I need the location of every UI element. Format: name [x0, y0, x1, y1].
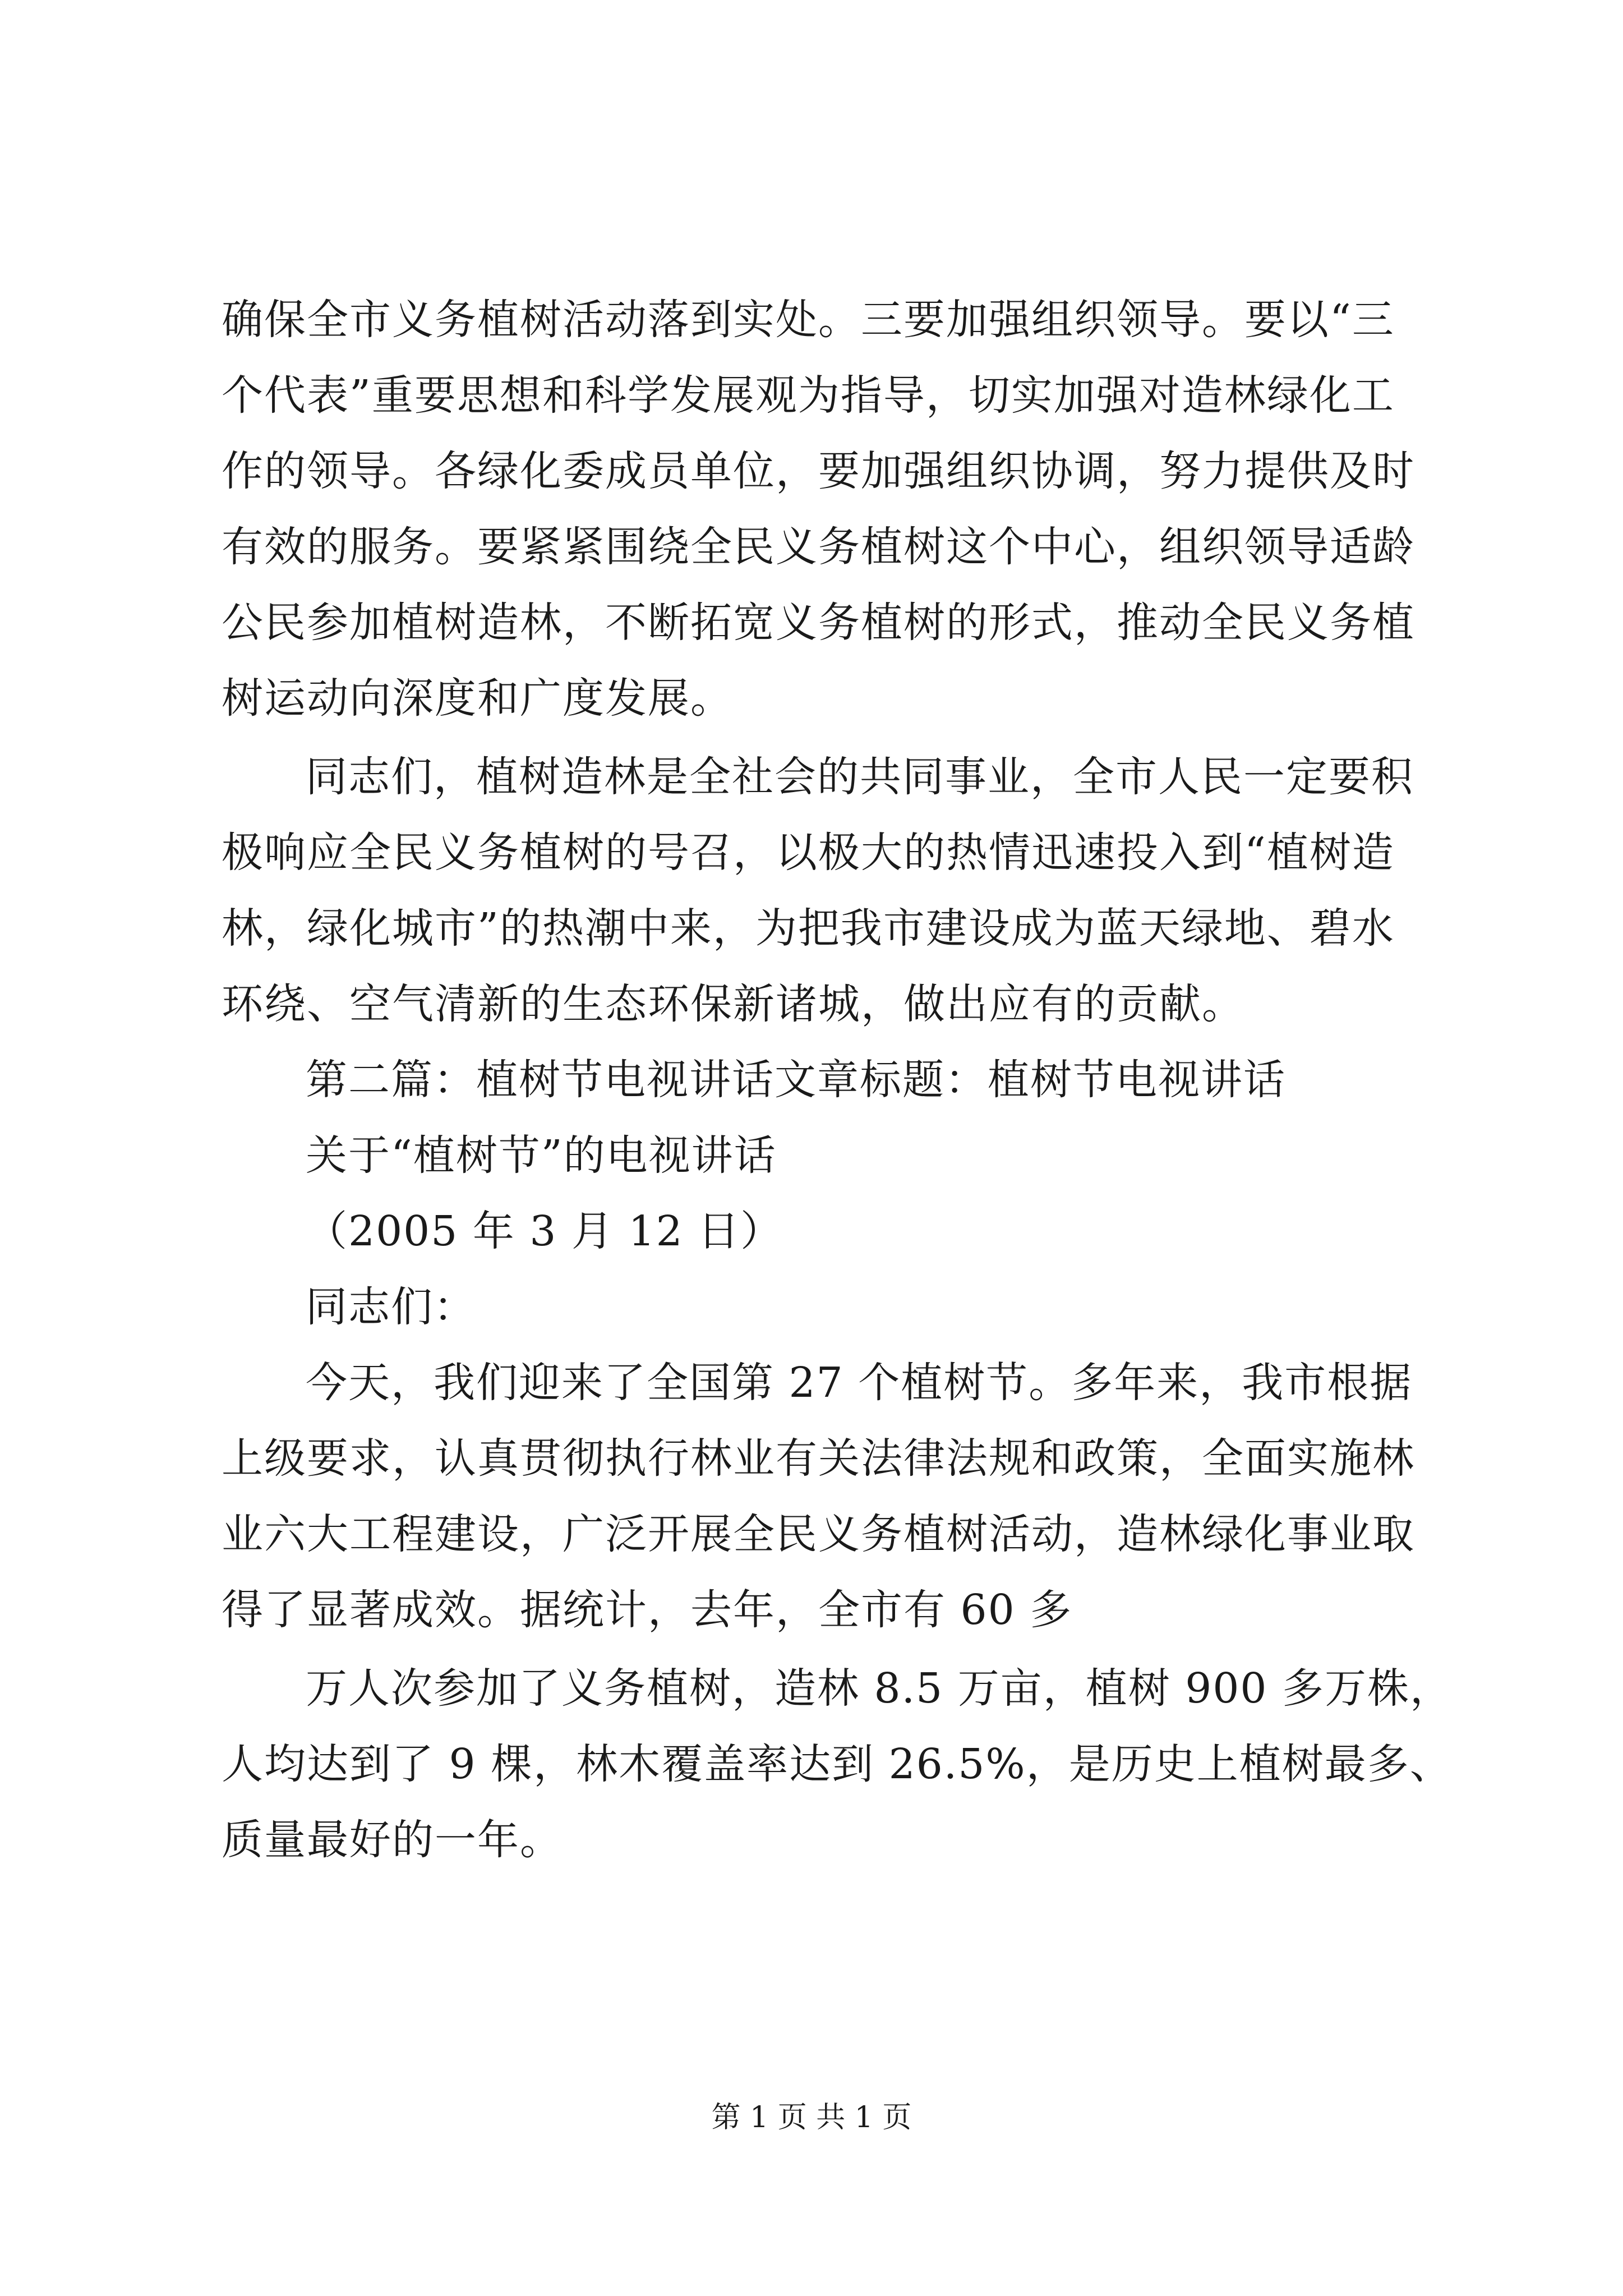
text-line-21: 质量最好的一年。: [222, 1816, 562, 1864]
text-line-19: 万人次参加了义务植树，造林 8.5 万亩，植树 900 多万株，: [306, 1664, 1453, 1713]
text-line-4: 有效的服务。要紧紧围绕全民义务植树这个中心，组织领导适龄: [222, 523, 1415, 571]
text-line-18: 得了显著成效。据统计，去年，全市有 60 多: [222, 1586, 1073, 1634]
text-line-15: 今天，我们迎来了全国第 27 个植树节。多年来，我市根据: [306, 1359, 1413, 1407]
text-line-9: 林，绿化城市”的热潮中来，为把我市建设成为蓝天绿地、碧水: [222, 904, 1395, 953]
salutation: 同志们：: [306, 1283, 476, 1331]
text-line-5: 公民参加植树造林，不断拓宽义务植树的形式，推动全民义务植: [222, 599, 1415, 647]
page-footer: 第 1 页 共 1 页: [711, 2101, 912, 2134]
section-heading: 第二篇：植树节电视讲话文章标题：植树节电视讲话: [306, 1056, 1286, 1104]
text-line-1: 确保全市义务植树活动落到实处。三要加强组织领导。要以“三: [222, 296, 1395, 344]
text-line-2: 个代表”重要思想和科学发展观为指导，切实加强对造林绿化工: [222, 371, 1395, 420]
text-line-3: 作的领导。各绿化委成员单位，要加强组织协调，努力提供及时: [222, 447, 1415, 495]
text-line-7: 同志们，植树造林是全社会的共同事业，全市人民一定要积: [306, 753, 1414, 801]
text-line-16: 上级要求，认真贯彻执行林业有关法律法规和政策，全面实施林: [222, 1434, 1415, 1483]
text-line-20: 人均达到了 9 棵，林木覆盖率达到 26.5%，是历史上植树最多、: [222, 1740, 1453, 1788]
speech-date: （2005 年 3 月 12 日）: [306, 1207, 783, 1255]
text-line-6: 树运动向深度和广度发展。: [222, 674, 733, 723]
text-line-17: 业六大工程建设，广泛开展全民义务植树活动，造林绿化事业取: [222, 1510, 1415, 1558]
text-line-8: 极响应全民义务植树的号召，以极大的热情迅速投入到“植树造: [222, 829, 1395, 877]
speech-title: 关于“植树节”的电视讲话: [306, 1131, 777, 1180]
text-line-10: 环绕、空气清新的生态环保新诸城，做出应有的贡献。: [222, 980, 1244, 1028]
